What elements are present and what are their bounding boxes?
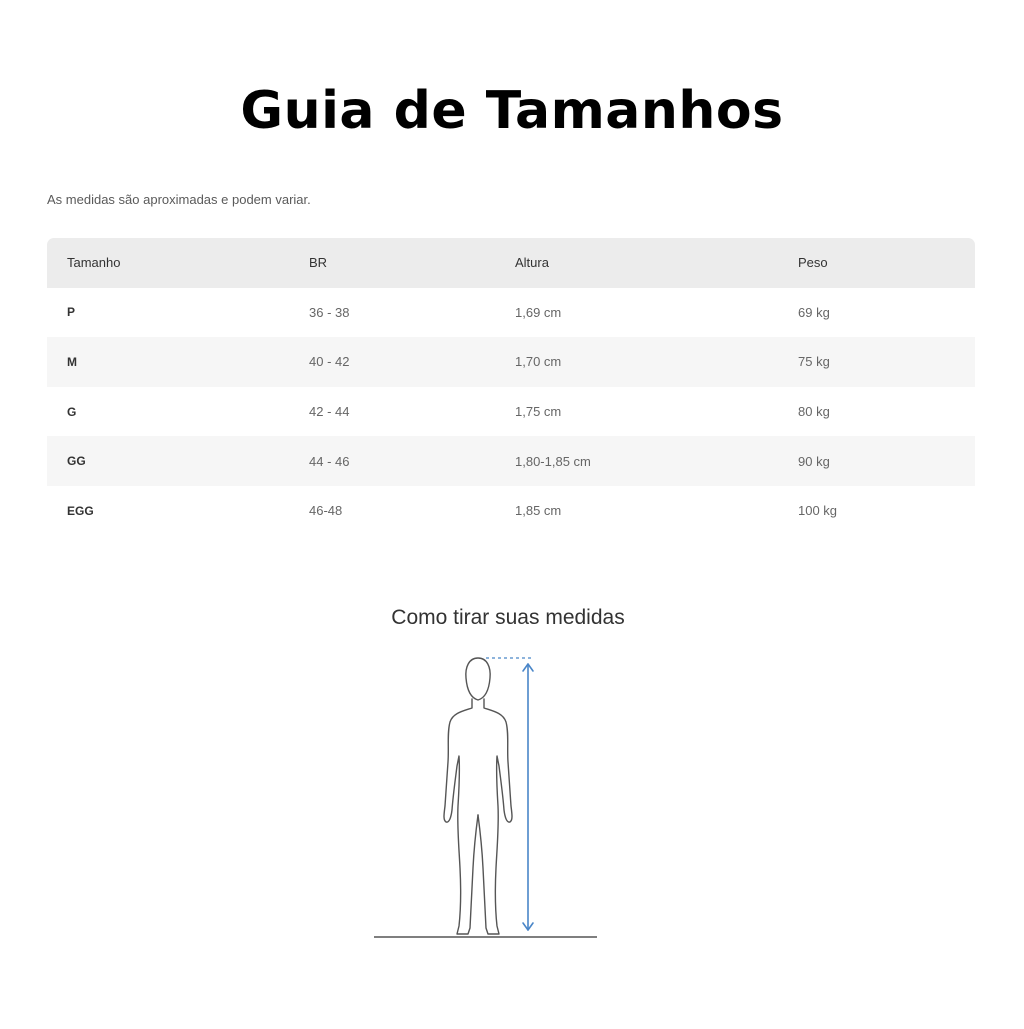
cell-height: 1,85 cm xyxy=(515,503,562,519)
cell-br: 40 - 42 xyxy=(309,354,350,370)
height-arrow-icon xyxy=(523,664,533,930)
page-title: Guia de Tamanhos xyxy=(240,81,784,141)
cell-weight: 69 kg xyxy=(798,304,830,320)
table-row xyxy=(47,337,975,387)
table-row xyxy=(47,486,975,536)
cell-size: M xyxy=(67,354,77,369)
size-table xyxy=(47,238,975,536)
cell-weight: 80 kg xyxy=(798,404,830,420)
table-row xyxy=(47,436,975,486)
table-row xyxy=(47,288,975,338)
table-row xyxy=(47,387,975,437)
cell-weight: 100 kg xyxy=(798,503,838,519)
cell-height: 1,75 cm xyxy=(515,404,562,420)
cell-size: EGG xyxy=(67,503,94,518)
cell-weight: 90 kg xyxy=(798,453,830,469)
cell-br: 46-48 xyxy=(309,503,343,519)
cell-br: 42 - 44 xyxy=(309,404,350,420)
measure-heading: Como tirar suas medidas xyxy=(391,606,625,629)
header-altura: Altura xyxy=(515,255,549,271)
cell-size: P xyxy=(67,305,76,320)
table-header-row xyxy=(47,238,975,288)
cell-size: GG xyxy=(67,454,86,469)
cell-br: 44 - 46 xyxy=(309,453,350,469)
cell-height: 1,70 cm xyxy=(515,354,562,370)
measurement-note: As medidas são aproximadas e podem variar. xyxy=(47,192,311,207)
header-tamanho: Tamanho xyxy=(67,255,121,271)
header-br: BR xyxy=(309,255,328,271)
cell-height: 1,80-1,85 cm xyxy=(515,453,591,469)
header-peso: Peso xyxy=(798,255,828,271)
human-figure-icon xyxy=(444,658,512,934)
cell-weight: 75 kg xyxy=(798,354,830,370)
cell-size: G xyxy=(67,404,77,419)
cell-br: 36 - 38 xyxy=(309,304,350,320)
cell-height: 1,69 cm xyxy=(515,304,562,320)
